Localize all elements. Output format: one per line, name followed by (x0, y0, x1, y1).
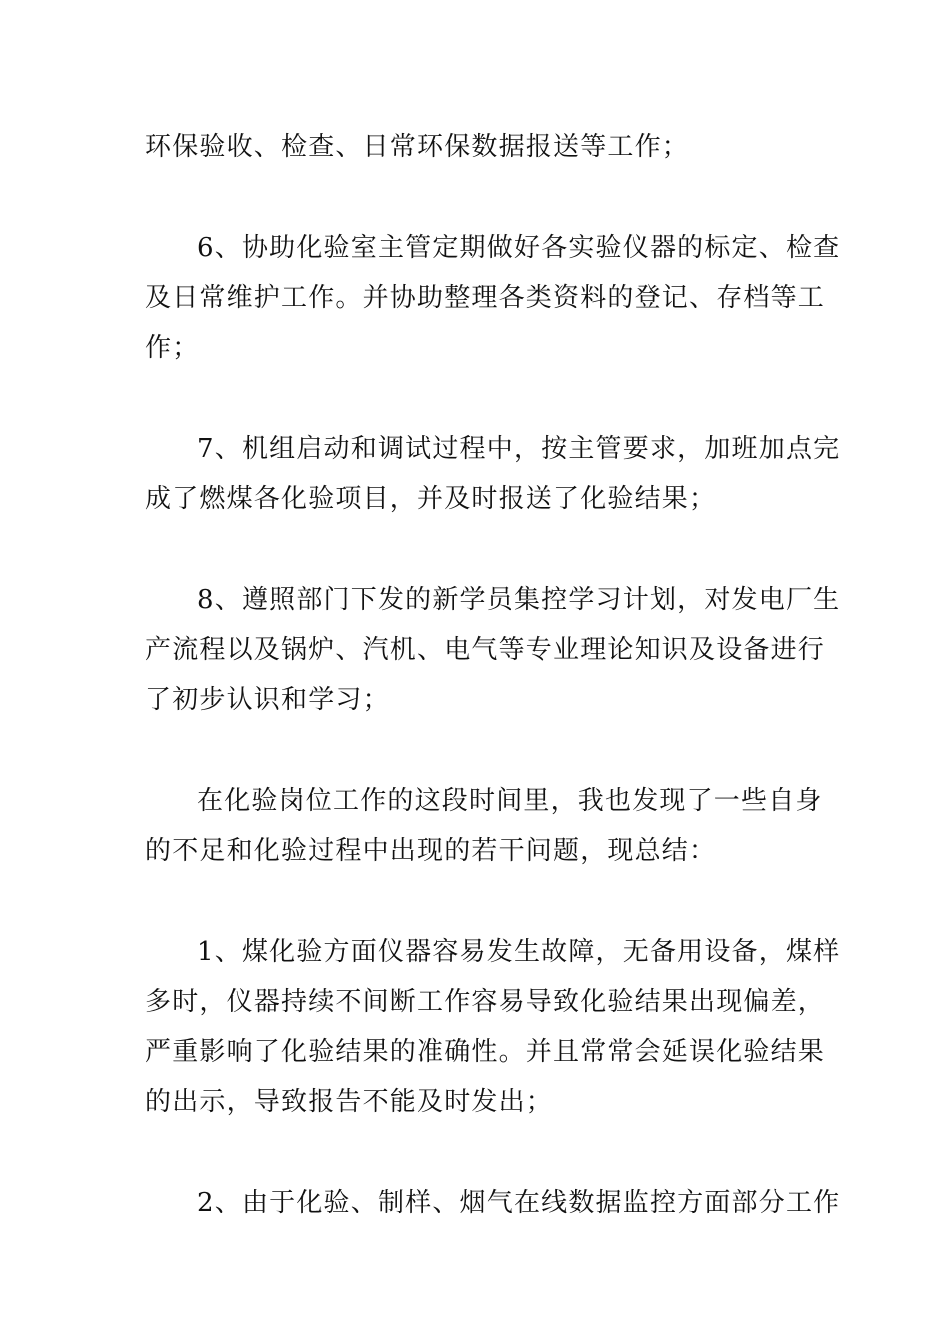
paragraph-item-7 (145, 424, 841, 524)
paragraph-env-report (145, 122, 807, 172)
paragraph-item-8 (145, 575, 841, 725)
paragraph-problem-2 (145, 1178, 841, 1228)
text-line: 8、遵照部门下发的新学员集控学习计划，对发电厂生 (197, 585, 841, 615)
text-line: 环保验收、检查、日常环保数据报送等工作； (145, 132, 690, 162)
text-line: 1、煤化验方面仪器容易发生故障，无备用设备，煤样 (197, 937, 841, 967)
text-line: 了初步认识和学习； (145, 685, 390, 715)
text-line: 2、由于化验、制样、烟气在线数据监控方面部分工作 (197, 1188, 841, 1218)
text-line: 的出示，导致报告不能及时发出； (145, 1087, 554, 1117)
paragraph-problem-1 (145, 927, 841, 1127)
document-body (145, 122, 841, 1279)
text-line: 产流程以及锅炉、汽机、电气等专业理论知识及设备进行 (145, 635, 826, 665)
text-line: 严重影响了化验结果的准确性。并且常常会延误化验结果 (145, 1037, 826, 1067)
paragraph-item-6 (145, 223, 841, 373)
text-line: 及日常维护工作。并协助整理各类资料的登记、存档等工 (145, 283, 826, 313)
text-line: 作； (145, 333, 200, 363)
text-line: 6、协助化验室主管定期做好各实验仪器的标定、检查 (197, 233, 841, 263)
text-line: 成了燃煤各化验项目，并及时报送了化验结果； (145, 484, 717, 514)
paragraph-summary-intro (145, 776, 823, 876)
text-line: 多时，仪器持续不间断工作容易导致化验结果出现偏差， (145, 987, 826, 1017)
text-line: 7、机组启动和调试过程中，按主管要求，加班加点完 (197, 434, 841, 464)
text-line: 在化验岗位工作的这段时间里，我也发现了一些自身 (197, 786, 823, 816)
text-line: 的不足和化验过程中出现的若干问题，现总结： (145, 836, 717, 866)
